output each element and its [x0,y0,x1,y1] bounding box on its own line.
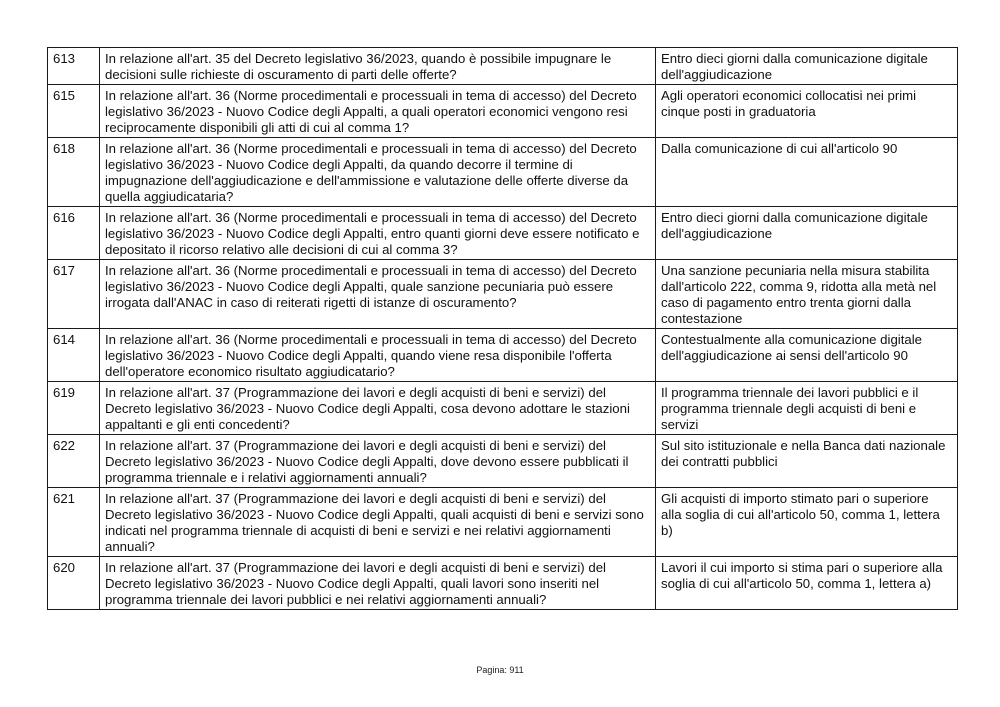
qa-table [47,47,958,610]
row-question: In relazione all'art. 36 (Norme procedimentali e processuali in tema di accesso) del Decreto legislativo 36/2023 - Nuovo Codice degli Appalti, quale sanzione pecuniaria può essere irrogata dall'ANAC in caso di reiterati rigetti di istanze di oscuramento? [100,260,656,329]
table-row [48,85,958,138]
table-row [48,138,958,207]
row-answer: Entro dieci giorni dalla comunicazione digitale dell'aggiudicazione [656,48,958,85]
table-row [48,435,958,488]
row-question: In relazione all'art. 37 (Programmazione dei lavori e degli acquisti di beni e servizi) del Decreto legislativo 36/2023 - Nuovo Codice degli Appalti, quali acquisti di beni e servizi sono indicati nel programma triennale di acquisti di beni e servizi e nei relativi aggiornamenti annuali? [100,488,656,557]
row-id: 615 [48,85,100,138]
row-answer: Contestualmente alla comunicazione digitale dell'aggiudicazione ai sensi dell'articolo 90 [656,329,958,382]
row-id: 613 [48,48,100,85]
table-row [48,488,958,557]
row-answer: Lavori il cui importo si stima pari o superiore alla soglia di cui all'articolo 50, comma 1, lettera a) [656,557,958,610]
row-answer: Sul sito istituzionale e nella Banca dati nazionale dei contratti pubblici [656,435,958,488]
row-question: In relazione all'art. 36 (Norme procedimentali e processuali in tema di accesso) del Decreto legislativo 36/2023 - Nuovo Codice degli Appalti, da quando decorre il termine di impugnazione dell'aggiudicazione e dell'ammissione e valutazione delle offerte diverse da quella aggiudicataria? [100,138,656,207]
page-number: Pagina: 911 [476,665,524,675]
row-id: 621 [48,488,100,557]
row-answer: Dalla comunicazione di cui all'articolo 90 [656,138,958,207]
table-row [48,329,958,382]
row-id: 617 [48,260,100,329]
row-id: 622 [48,435,100,488]
table-row [48,382,958,435]
row-id: 614 [48,329,100,382]
row-answer: Gli acquisti di importo stimato pari o superiore alla soglia di cui all'articolo 50, comma 1, lettera b) [656,488,958,557]
row-question: In relazione all'art. 37 (Programmazione dei lavori e degli acquisti di beni e servizi) del Decreto legislativo 36/2023 - Nuovo Codice degli Appalti, quali lavori sono inseriti nel programma triennale dei lavori pubblici e nei relativi aggiornamenti annuali? [100,557,656,610]
row-question: In relazione all'art. 35 del Decreto legislativo 36/2023, quando è possibile impugnare le decisioni sulle richieste di oscuramento di parti delle offerte? [100,48,656,85]
table-row [48,48,958,85]
table-row [48,207,958,260]
row-id: 618 [48,138,100,207]
row-answer: Entro dieci giorni dalla comunicazione digitale dell'aggiudicazione [656,207,958,260]
row-question: In relazione all'art. 36 (Norme procedimentali e processuali in tema di accesso) del Decreto legislativo 36/2023 - Nuovo Codice degli Appalti, quando viene resa disponibile l'offerta dell'operatore economico risultato aggiudicatario? [100,329,656,382]
row-question: In relazione all'art. 37 (Programmazione dei lavori e degli acquisti di beni e servizi) del Decreto legislativo 36/2023 - Nuovo Codice degli Appalti, cosa devono adottare le stazioni appaltanti e gli enti concedenti? [100,382,656,435]
row-id: 616 [48,207,100,260]
row-answer: Il programma triennale dei lavori pubblici e il programma triennale degli acquisti di beni e servizi [656,382,958,435]
row-question: In relazione all'art. 36 (Norme procedimentali e processuali in tema di accesso) del Decreto legislativo 36/2023 - Nuovo Codice degli Appalti, entro quanti giorni deve essere notificato e depositato il ricorso relativo alle decisioni di cui al comma 3? [100,207,656,260]
row-answer: Una sanzione pecuniaria nella misura stabilita dall'articolo 222, comma 9, ridotta alla metà nel caso di pagamento entro trenta giorni dalla contestazione [656,260,958,329]
table-row [48,557,958,610]
table-row [48,260,958,329]
row-question: In relazione all'art. 37 (Programmazione dei lavori e degli acquisti di beni e servizi) del Decreto legislativo 36/2023 - Nuovo Codice degli Appalti, dove devono essere pubblicati il programma triennale e i relativi aggiornamenti annuali? [100,435,656,488]
row-id: 619 [48,382,100,435]
row-answer: Agli operatori economici collocatisi nei primi cinque posti in graduatoria [656,85,958,138]
row-id: 620 [48,557,100,610]
row-question: In relazione all'art. 36 (Norme procedimentali e processuali in tema di accesso) del Decreto legislativo 36/2023 - Nuovo Codice degli Appalti, a quali operatori economici vengono resi reciprocamente disponibili gli atti di cui al comma 1? [100,85,656,138]
